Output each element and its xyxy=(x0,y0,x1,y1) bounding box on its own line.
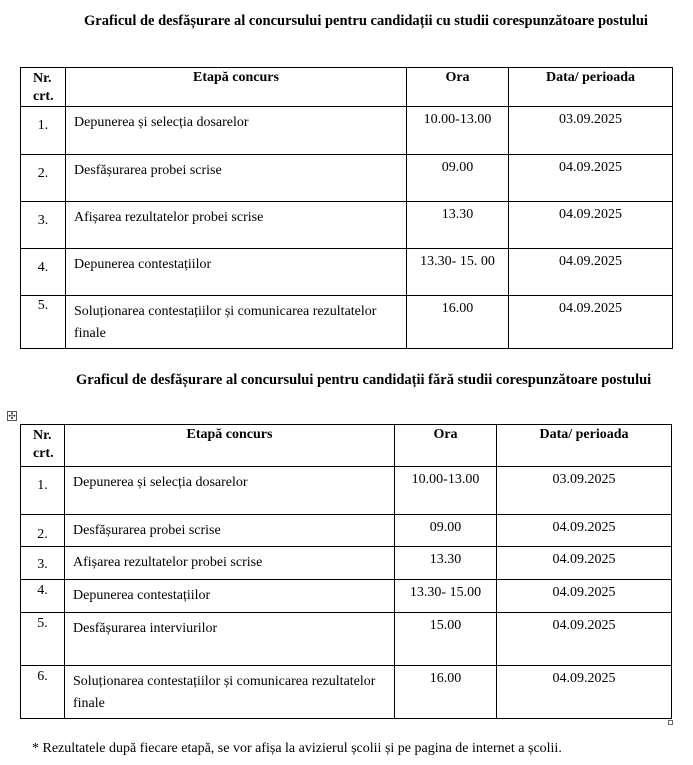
header-data: Data/ perioada xyxy=(509,68,673,107)
row-nr: 1. xyxy=(37,118,49,133)
row-data: 04.09.2025 xyxy=(509,155,673,202)
row-ora: 13.30- 15.00 xyxy=(395,580,497,613)
row-ora: 16.00 xyxy=(407,296,509,349)
row-nr: 3. xyxy=(37,213,49,228)
header-etapa: Etapă concurs xyxy=(65,425,395,467)
schedule-table-without-studies xyxy=(20,424,672,719)
row-ora: 10.00-13.00 xyxy=(407,107,509,155)
row-nr-cell xyxy=(21,296,66,349)
table-row xyxy=(21,249,673,296)
row-ora: 13.30 xyxy=(407,202,509,249)
row-nr-cell xyxy=(21,249,66,296)
table-row xyxy=(21,202,673,249)
row-stage: Depunerea contestațiilor xyxy=(65,580,395,613)
row-ora: 09.00 xyxy=(395,515,497,547)
row-stage: Desfășurarea probei scrise xyxy=(66,155,407,202)
table-row xyxy=(21,613,672,666)
table-row xyxy=(21,547,672,580)
header-nr: Nr. crt. xyxy=(21,425,65,467)
row-ora: 13.30 xyxy=(395,547,497,580)
table-header-row xyxy=(21,68,673,107)
row-ora: 15.00 xyxy=(395,613,497,666)
header-data: Data/ perioada xyxy=(497,425,672,467)
row-nr: 5. xyxy=(37,616,48,631)
row-nr-cell xyxy=(21,467,65,515)
row-nr-cell xyxy=(21,515,65,547)
row-stage: Desfășurarea probei scrise xyxy=(65,515,395,547)
row-nr: 5. xyxy=(37,298,49,313)
row-data: 04.09.2025 xyxy=(509,249,673,296)
row-nr-cell xyxy=(21,613,65,666)
section2-title: Graficul de desfășurare al concursului pentru candidații fără studii corespunzătoare postului xyxy=(76,372,652,388)
row-data: 04.09.2025 xyxy=(497,515,672,547)
row-stage: Depunerea și selecția dosarelor xyxy=(66,107,407,155)
table-row xyxy=(21,515,672,547)
row-data: 04.09.2025 xyxy=(509,296,673,349)
row-data: 04.09.2025 xyxy=(497,666,672,719)
row-ora: 09.00 xyxy=(407,155,509,202)
row-stage: Desfășurarea interviurilor xyxy=(65,613,395,666)
row-nr: 4. xyxy=(37,260,49,275)
row-nr-cell xyxy=(21,666,65,719)
row-nr: 2. xyxy=(37,166,49,181)
row-ora: 16.00 xyxy=(395,666,497,719)
row-ora: 13.30- 15. 00 xyxy=(407,249,509,296)
row-nr-cell xyxy=(21,202,66,249)
row-stage: Soluționarea contestațiilor și comunicarea rezultatelor finale xyxy=(65,666,395,719)
row-ora: 10.00-13.00 xyxy=(395,467,497,515)
row-stage: Soluționarea contestațiilor și comunicarea rezultatelor finale xyxy=(66,296,407,349)
row-nr: 3. xyxy=(37,557,48,572)
table-row xyxy=(21,107,673,155)
move-cross-icon[interactable]: ✣ xyxy=(8,412,16,422)
row-nr: 4. xyxy=(37,583,48,598)
header-ora: Ora xyxy=(407,68,509,107)
row-data: 03.09.2025 xyxy=(509,107,673,155)
row-nr: 2. xyxy=(37,527,48,542)
row-stage: Depunerea și selecția dosarelor xyxy=(65,467,395,515)
table-row xyxy=(21,467,672,515)
row-nr-cell xyxy=(21,547,65,580)
table-row xyxy=(21,155,673,202)
row-nr-cell xyxy=(21,155,66,202)
row-data: 04.09.2025 xyxy=(497,547,672,580)
row-data: 04.09.2025 xyxy=(497,580,672,613)
table-row xyxy=(21,296,673,349)
row-nr-cell xyxy=(21,580,65,613)
row-stage: Afișarea rezultatelor probei scrise xyxy=(66,202,407,249)
row-data: 04.09.2025 xyxy=(497,613,672,666)
row-nr: 6. xyxy=(37,669,48,684)
schedule-table-with-studies xyxy=(20,67,673,349)
row-nr-cell xyxy=(21,107,66,155)
row-stage: Depunerea contestațiilor xyxy=(66,249,407,296)
row-data: 04.09.2025 xyxy=(509,202,673,249)
header-etapa: Etapă concurs xyxy=(66,68,407,107)
table-header-row xyxy=(21,425,672,467)
table-row xyxy=(21,666,672,719)
header-nr: Nr. crt. xyxy=(21,68,66,107)
row-nr: 1. xyxy=(37,478,48,493)
header-ora: Ora xyxy=(395,425,497,467)
footnote: * Rezultatele după fiecare etapă, se vor afișa la avizierul școlii și pe pagina de internet a școlii. xyxy=(32,741,562,756)
resize-square-icon[interactable] xyxy=(668,720,673,725)
row-data: 03.09.2025 xyxy=(497,467,672,515)
row-stage: Afișarea rezultatelor probei scrise xyxy=(65,547,395,580)
section1-title: Graficul de desfășurare al concursului pentru candidații cu studii corespunzătoare postului xyxy=(84,13,648,29)
table-row xyxy=(21,580,672,613)
